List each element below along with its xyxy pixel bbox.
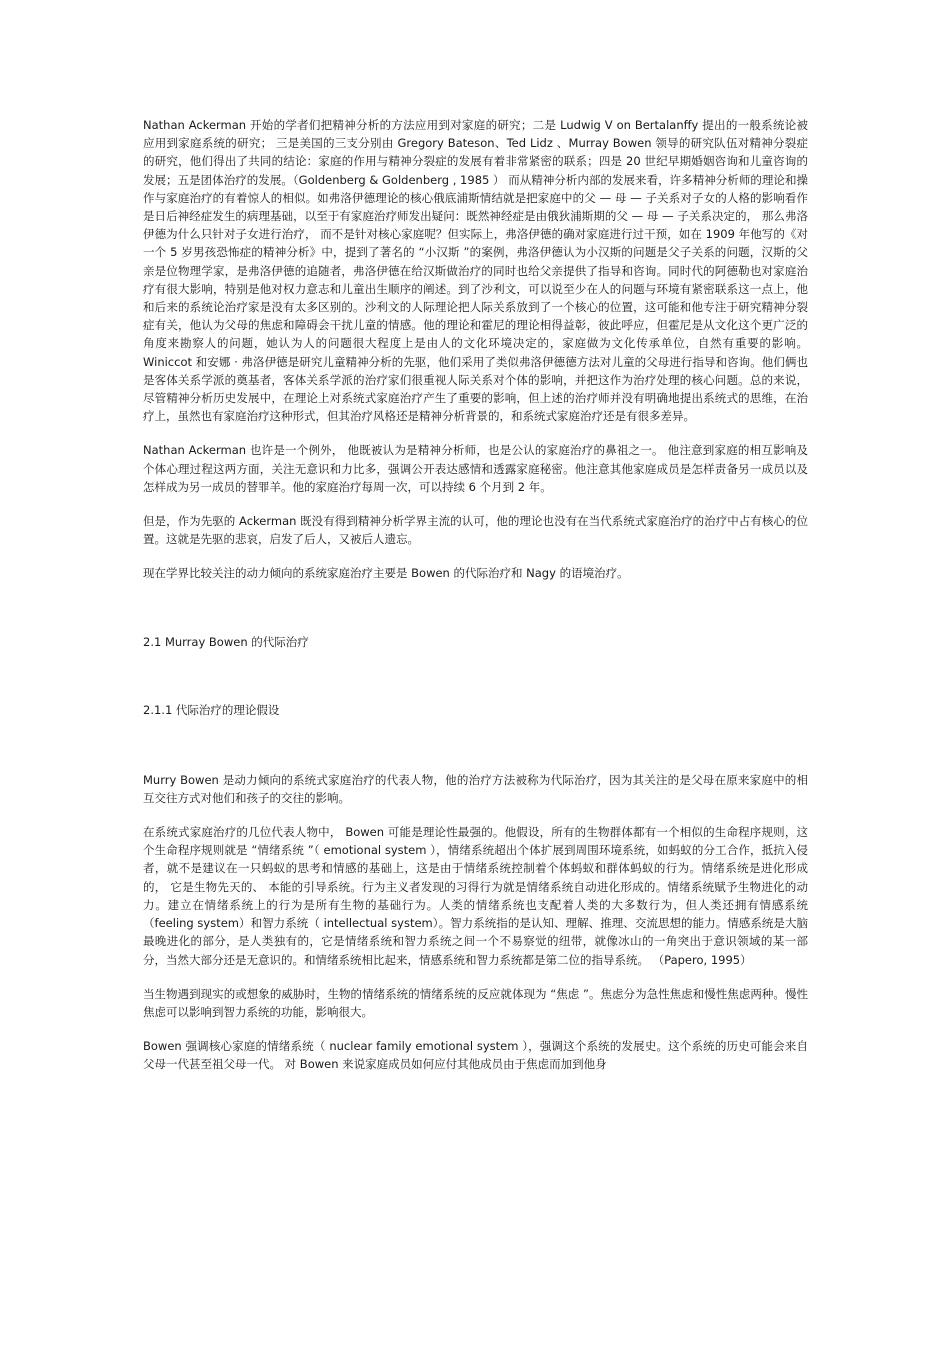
paragraph-bowen-intro: Murry Bowen 是动力倾向的系统式家庭治疗的代表人物，他的治疗方法被称为代际治疗，因为其关注的是父母在原来家庭中的相互交往方式对他们和孩子的交往的影响。 xyxy=(143,772,808,805)
paragraph-emotional-system: 在系统式家庭治疗的几位代表人物中， Bowen 可能是理论性最强的。他假设，所有的生物群体都有一个相似的生命程序规则，这个生命程序规则就是 “情绪系统 ”（ emotional system ），情绪系统超出个体扩展到周围环境系统，如蚂蚁的分工合作，抵抗入侵者，就不是建议在一只蚂蚁的思考和情感的基础上，这是由于情绪系统控制着个体蚂蚁和群体蚂蚁的行为。情绪系统是进化形成的， 它是生物先天的、 本能的引导系统。行为主义者发现的习得行为就是情绪系统自动进化形成的。情绪系统赋予生物进化的动力。建立在情绪系统上的行为是所有生物的基础行为。人类的情绪系统也支配着人类的大多数行为，但人类还拥有情感系统（feeling system）和智力系统（ intellectual system）。智力系统指的是认知、理解、推理、交流思想的能力。情感系统是大脑最晚进化的部分，是人类独有的，它是情绪系统和智力系统之间一个不易察觉的纽带，就像冰山的一角突出于意识领域的某一部分，当然大部分还是无意识的。和情绪系统相比起来，情感系统和智力系统都是第二位的指导系统。 （Papero, 1995） xyxy=(143,825,808,967)
paragraph-history: Nathan Ackerman 开始的学者们把精神分析的方法应用到对家庭的研究；二是 Ludwig V on Bertalanffy 提出的一般系统论被应用到家庭系统的研究； 三是美国的三支分别由 Gregory Bateson、Ted Lidz 、Murray Bowen 领导的研究队伍对精神分裂症的研究，他们得出了共同的结论：家庭的作用与精神分裂症的发展有着非常紧密的联系；四是 20 世纪早期婚姻咨询和儿童咨询的发展；五是团体治疗的发展。（Goldenberg & Goldenberg , 1985 ） 而从精神分析内部的发展来看，许多精神分析师的理论和操作与家庭治疗的有着惊人的相似。如弗洛伊德理论的核心俄底浦斯情结就是把家庭中的父 — 母 — 子关系对子女的人格的影响看作是日后神经症发生的病理基础，以至于有家庭治疗师发出疑问：既然神经症是由俄狄浦斯期的父 — 母 — 子关系决定的， 那么弗洛伊德为什么只针对子女进行治疗， 而不是针对核心家庭呢？但实际上，弗洛伊德的确对家庭进行过干预，如在 1909 年他写的《对一个 5 岁男孩恐怖症的精神分析》中，提到了著名的 “小汉斯 ”的案例，弗洛伊德认为小汉斯的问题是父子关系的问题，汉斯的父亲是位物理学家，是弗洛伊德的追随者，弗洛伊德在给汉斯做治疗的同时也给父亲提供了指导和咨询。同时代的阿德勒也对家庭治疗有很大影响，特别是他对权力意志和儿童出生顺序的阐述。到了沙利文，可以说至少在人的问题与环境有紧密联系这一点上，他和后来的系统论治疗家是没有太多区别的。沙利文的人际理论把人际关系放到了一个核心的位置，这可能和他专注于研究精神分裂症有关，他认为父母的焦虑和障碍会干扰儿童的情感。他的理论和霍尼的理论相得益彰，彼此呼应，但霍尼是从文化这个更广泛的角度来勘察人的问题，她认为人的问题很大程度上是由人的文化环境决定的，家庭做为文化传承单位，自然有重要的影响。 Winiccot 和安娜 · 弗洛伊德是研究儿童精神分析的先驱，他们采用了类似弗洛伊德德方法对儿童的父母进行指导和咨询。他们俩也是客体关系学派的奠基者，客体关系学派的治疗家们很重视人际关系对个体的影响，并把这作为治疗处理的核心问题。总的来说，尽管精神分析历史发展中，在理论上对系统式家庭治疗产生了重要的影响，但上述的治疗师并没有明确地提出系统式的思维，在治疗上，虽然也有家庭治疗这种形式，但其治疗风格还是精神分析背景的，和系统式家庭治疗还是有很多差异。 xyxy=(143,118,808,424)
paragraph-ackerman: Nathan Ackerman 也许是一个例外， 他既被认为是精神分析师，也是公认的家庭治疗的鼻祖之一。 他注意到家庭的相互影响及个体心理过程这两方面，关注无意识和力比多，强调公开表达感情和透露家庭秘密。他注意其他家庭成员是怎样责备另一成员以及怎样成为另一成员的替罪羊。他的家庭治疗每周一次，可以持续 6 个月到 2 年。 xyxy=(143,443,808,494)
paragraph-anxiety: 当生物遇到现实的或想象的威胁时，生物的情绪系统的情绪系统的反应就体现为 “焦虑 ”。焦虑分为急性焦虑和慢性焦虑两种。慢性焦虑可以影响到智力系统的功能，影响很大。 xyxy=(143,986,808,1019)
paragraph-current-focus: 现在学界比较关注的动力倾向的系统家庭治疗主要是 Bowen 的代际治疗和 Nagy 的语境治疗。 xyxy=(143,566,629,581)
paragraph-pioneer: 但是，作为先驱的 Ackerman 既没有得到精神分析学界主流的认可，他的理论也没有在当代系统式家庭治疗的治疗中占有核心的位置。这就是先驱的悲哀，启发了后人，又被后人遗忘。 xyxy=(143,514,808,547)
document-body xyxy=(143,116,808,1074)
paragraph-nuclear-family: Bowen 强调核心家庭的情绪系统（ nuclear family emotional system ），强调这个系统的发展史。这个系统的历史可能会来自父母一代甚至祖父母一代。 对 Bowen 来说家庭成员如何应付其他成员由于焦虑而加到他身 xyxy=(143,1039,808,1072)
section-heading-2-1: 2.1 Murray Bowen 的代际治疗 xyxy=(143,634,309,649)
section-heading-2-1-1: 2.1.1 代际治疗的理论假设 xyxy=(143,702,280,717)
